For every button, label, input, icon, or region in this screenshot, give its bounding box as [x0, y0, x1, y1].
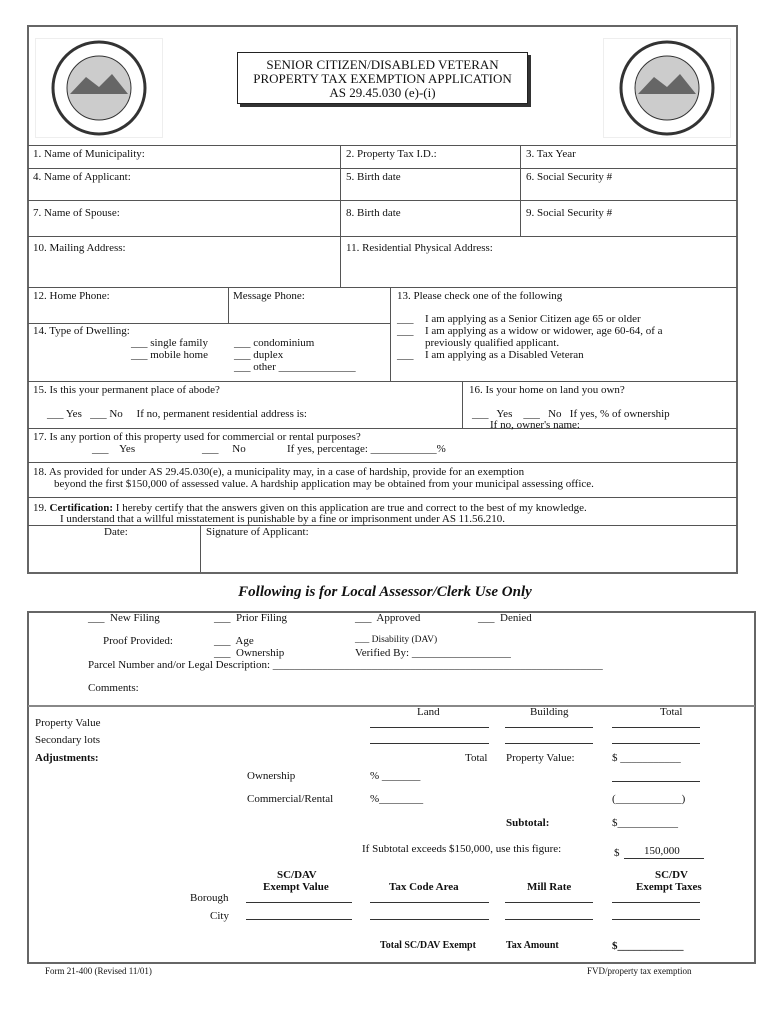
divider [28, 287, 737, 288]
divider [28, 428, 737, 429]
q16-owner-name[interactable]: If no, owner's name: [490, 419, 580, 431]
q17-yes[interactable]: ___ Yes [92, 443, 136, 455]
q13-checkbox-veteran[interactable]: ___ [397, 349, 414, 361]
divider [28, 381, 737, 382]
tax-amount-label: Tax Amount [506, 940, 559, 951]
total-label: Total [465, 752, 488, 764]
ownership-label: Ownership [247, 770, 296, 782]
q13-option-widow-cont: previously qualified applicant. [425, 337, 560, 349]
divider [28, 497, 737, 498]
form-number: Form 21-400 (Revised 11/01) [45, 966, 152, 976]
city-mill-rate-line[interactable] [505, 919, 593, 920]
applicant-name-field[interactable]: 4. Name of Applicant: [33, 171, 131, 183]
borough-mill-rate-line[interactable] [505, 902, 593, 903]
q18-line2: beyond the first $150,000 of assessed value. A hardship application may be obtained from your municipal assessing office. [54, 478, 594, 490]
certification-label: Certification: [49, 502, 114, 514]
q13-option-widow: I am applying as a widow or widower, age 60-64, of a [425, 325, 663, 337]
proof-age-checkbox[interactable]: ___ Age [214, 635, 254, 647]
spouse-name-field[interactable]: 7. Name of Spouse: [33, 207, 120, 219]
col-total: Total [660, 706, 683, 718]
q13-label: 13. Please check one of the following [397, 290, 563, 302]
commercial-pct-field[interactable]: %________ [370, 793, 424, 805]
total-value-line[interactable] [612, 727, 700, 728]
borough-exempt-value-line[interactable] [246, 902, 352, 903]
form-title [237, 52, 528, 104]
divider [340, 145, 341, 236]
physical-address-field[interactable]: 11. Residential Physical Address: [346, 242, 493, 254]
cap-value: 150,000 [644, 845, 680, 857]
divider [28, 200, 737, 201]
col-exempt-value: Exempt Value [263, 881, 329, 893]
home-phone-field[interactable]: 12. Home Phone: [33, 290, 110, 302]
city-tax-code-line[interactable] [370, 919, 489, 920]
tax-amount-field[interactable]: $____________ [612, 940, 684, 952]
comments-field[interactable]: Comments: [88, 682, 139, 694]
q14-label: 14. Type of Dwelling: [33, 325, 130, 337]
total-exempt-label: Total SC/DAV Exempt [380, 940, 476, 951]
q18-line1: 18. As provided for under AS 29.45.030(e), a municipality may, in a case of hardship, provide for an exemption [33, 466, 525, 478]
city-exempt-taxes-line[interactable] [612, 919, 700, 920]
q16-answers[interactable]: ___ Yes ___ No If yes, % of ownership [472, 408, 670, 420]
col-sc-dav: SC/DAV [277, 869, 317, 881]
divider [520, 145, 521, 236]
signature-field[interactable]: Signature of Applicant: [206, 526, 309, 538]
divider [28, 525, 737, 526]
approved-checkbox[interactable]: ___ Approved [355, 612, 421, 624]
ownership-total-line[interactable] [612, 781, 700, 782]
q15-answers[interactable]: ___ Yes ___ No If no, permanent residential address is: [47, 408, 307, 420]
total-lots-line[interactable] [612, 743, 700, 744]
subtotal-field[interactable]: $___________ [612, 817, 678, 829]
certification-text: I hereby certify that the answers given on this application are true and correct to the best of my knowledge. [113, 502, 587, 514]
q17-label: 17. Is any portion of this property used for commercial or rental purposes? [33, 431, 361, 443]
q13-option-veteran: I am applying as a Disabled Veteran [425, 349, 584, 361]
tax-year-field[interactable]: 3. Tax Year [526, 148, 576, 160]
divider [340, 236, 341, 287]
col-tax-code-area: Tax Code Area [389, 881, 459, 893]
divider [28, 462, 737, 463]
col-sc-dv: SC/DV [655, 869, 689, 881]
divider [200, 525, 201, 572]
borough-tax-code-line[interactable] [370, 902, 489, 903]
q17-no[interactable]: ___ No [202, 443, 246, 455]
divider [28, 168, 737, 169]
divider [462, 381, 463, 428]
applicant-ssn-field[interactable]: 6. Social Security # [526, 171, 613, 183]
total-property-value-label: Property Value: [506, 752, 575, 764]
ownership-pct-field[interactable]: % _______ [370, 770, 421, 782]
divider [28, 236, 737, 237]
q15-label: 15. Is this your permanent place of abode? [33, 384, 220, 396]
parcel-field[interactable]: Parcel Number and/or Legal Description: ____________________________________________________________ [88, 659, 603, 671]
denied-checkbox[interactable]: ___ Denied [478, 612, 532, 624]
land-value-line[interactable] [370, 727, 489, 728]
adjustments-label: Adjustments: [35, 752, 99, 764]
col-land: Land [417, 706, 440, 718]
municipality-field[interactable]: 1. Name of Municipality: [33, 148, 145, 160]
dwelling-other[interactable]: ___ other ______________ [234, 361, 356, 373]
commercial-rental-label: Commercial/Rental [247, 793, 334, 805]
building-value-line[interactable] [505, 727, 593, 728]
subtotal-label: Subtotal: [506, 817, 550, 829]
q13-option-senior: I am applying as a Senior Citizen age 65 or older [425, 313, 641, 325]
message-phone-field[interactable]: Message Phone: [233, 290, 305, 302]
city-label: City [210, 910, 229, 922]
borough-exempt-taxes-line[interactable] [612, 902, 700, 903]
spouse-birth-date-field[interactable]: 8. Birth date [346, 207, 401, 219]
mailing-address-field[interactable]: 10. Mailing Address: [33, 242, 126, 254]
tax-id-field[interactable]: 2. Property Tax I.D.: [346, 148, 437, 160]
col-building: Building [530, 706, 569, 718]
secondary-lots-label: Secondary lots [35, 734, 101, 746]
q19-line2: I understand that a willful misstatement is punishable by a fine or imprisonment under AS 11.56.210. [60, 513, 506, 525]
building-lots-line[interactable] [505, 743, 593, 744]
dwelling-condominium[interactable]: ___ condominium [234, 337, 315, 349]
divider [390, 287, 391, 381]
state-seal-right [603, 38, 731, 138]
q16-label: 16. Is your home on land you own? [469, 384, 625, 396]
state-seal-left [35, 38, 163, 138]
verified-by-field[interactable]: Verified By: __________________ [355, 647, 511, 659]
dwelling-duplex[interactable]: ___ duplex [234, 349, 284, 361]
property-value-label: Property Value [35, 717, 101, 729]
title-line: AS 29.45.030 (e)-(i) [329, 85, 436, 100]
q19-number: 19. [33, 502, 47, 514]
department-note: FVD/property tax exemption [587, 966, 692, 976]
applicant-birth-date-field[interactable]: 5. Birth date [346, 171, 401, 183]
title-line: SENIOR CITIZEN/DISABLED VETERAN [266, 57, 499, 72]
date-field[interactable]: Date: [104, 526, 128, 538]
divider [28, 145, 737, 146]
borough-label: Borough [190, 892, 229, 904]
proof-ownership-checkbox[interactable]: ___ Ownership [214, 647, 285, 659]
exceeds-label: If Subtotal exceeds $150,000, use this figure: [362, 843, 562, 855]
total-property-value-field[interactable]: $ ___________ [612, 752, 681, 764]
city-exempt-value-line[interactable] [246, 919, 352, 920]
cap-dollar-sign: $ [614, 847, 620, 859]
col-mill-rate: Mill Rate [527, 881, 572, 893]
q13-checkbox-widow[interactable]: ___ [397, 325, 414, 337]
title-line: PROPERTY TAX EXEMPTION APPLICATION [253, 71, 512, 86]
prior-filing-checkbox[interactable]: ___ Prior Filing [214, 612, 288, 624]
dwelling-single-family[interactable]: ___ single family [131, 337, 208, 349]
new-filing-checkbox[interactable]: ___ New Filing [88, 612, 160, 624]
proof-provided-label: Proof Provided: [103, 635, 173, 647]
proof-disability-checkbox[interactable]: ___ Disability (DAV) [355, 635, 438, 645]
divider [28, 323, 390, 324]
commercial-deduction-field[interactable]: (____________) [612, 793, 686, 805]
q17-percentage[interactable]: If yes, percentage: ____________% [287, 443, 446, 455]
spouse-ssn-field[interactable]: 9. Social Security # [526, 207, 613, 219]
assessor-heading: Following is for Local Assessor/Clerk Use Only [238, 584, 532, 600]
divider [28, 705, 755, 707]
land-lots-line[interactable] [370, 743, 489, 744]
q13-checkbox-senior[interactable]: ___ [397, 313, 414, 325]
divider [228, 287, 229, 323]
cap-value-line [624, 858, 704, 859]
dwelling-mobile-home[interactable]: ___ mobile home [131, 349, 208, 361]
col-exempt-taxes: Exempt Taxes [636, 881, 702, 893]
